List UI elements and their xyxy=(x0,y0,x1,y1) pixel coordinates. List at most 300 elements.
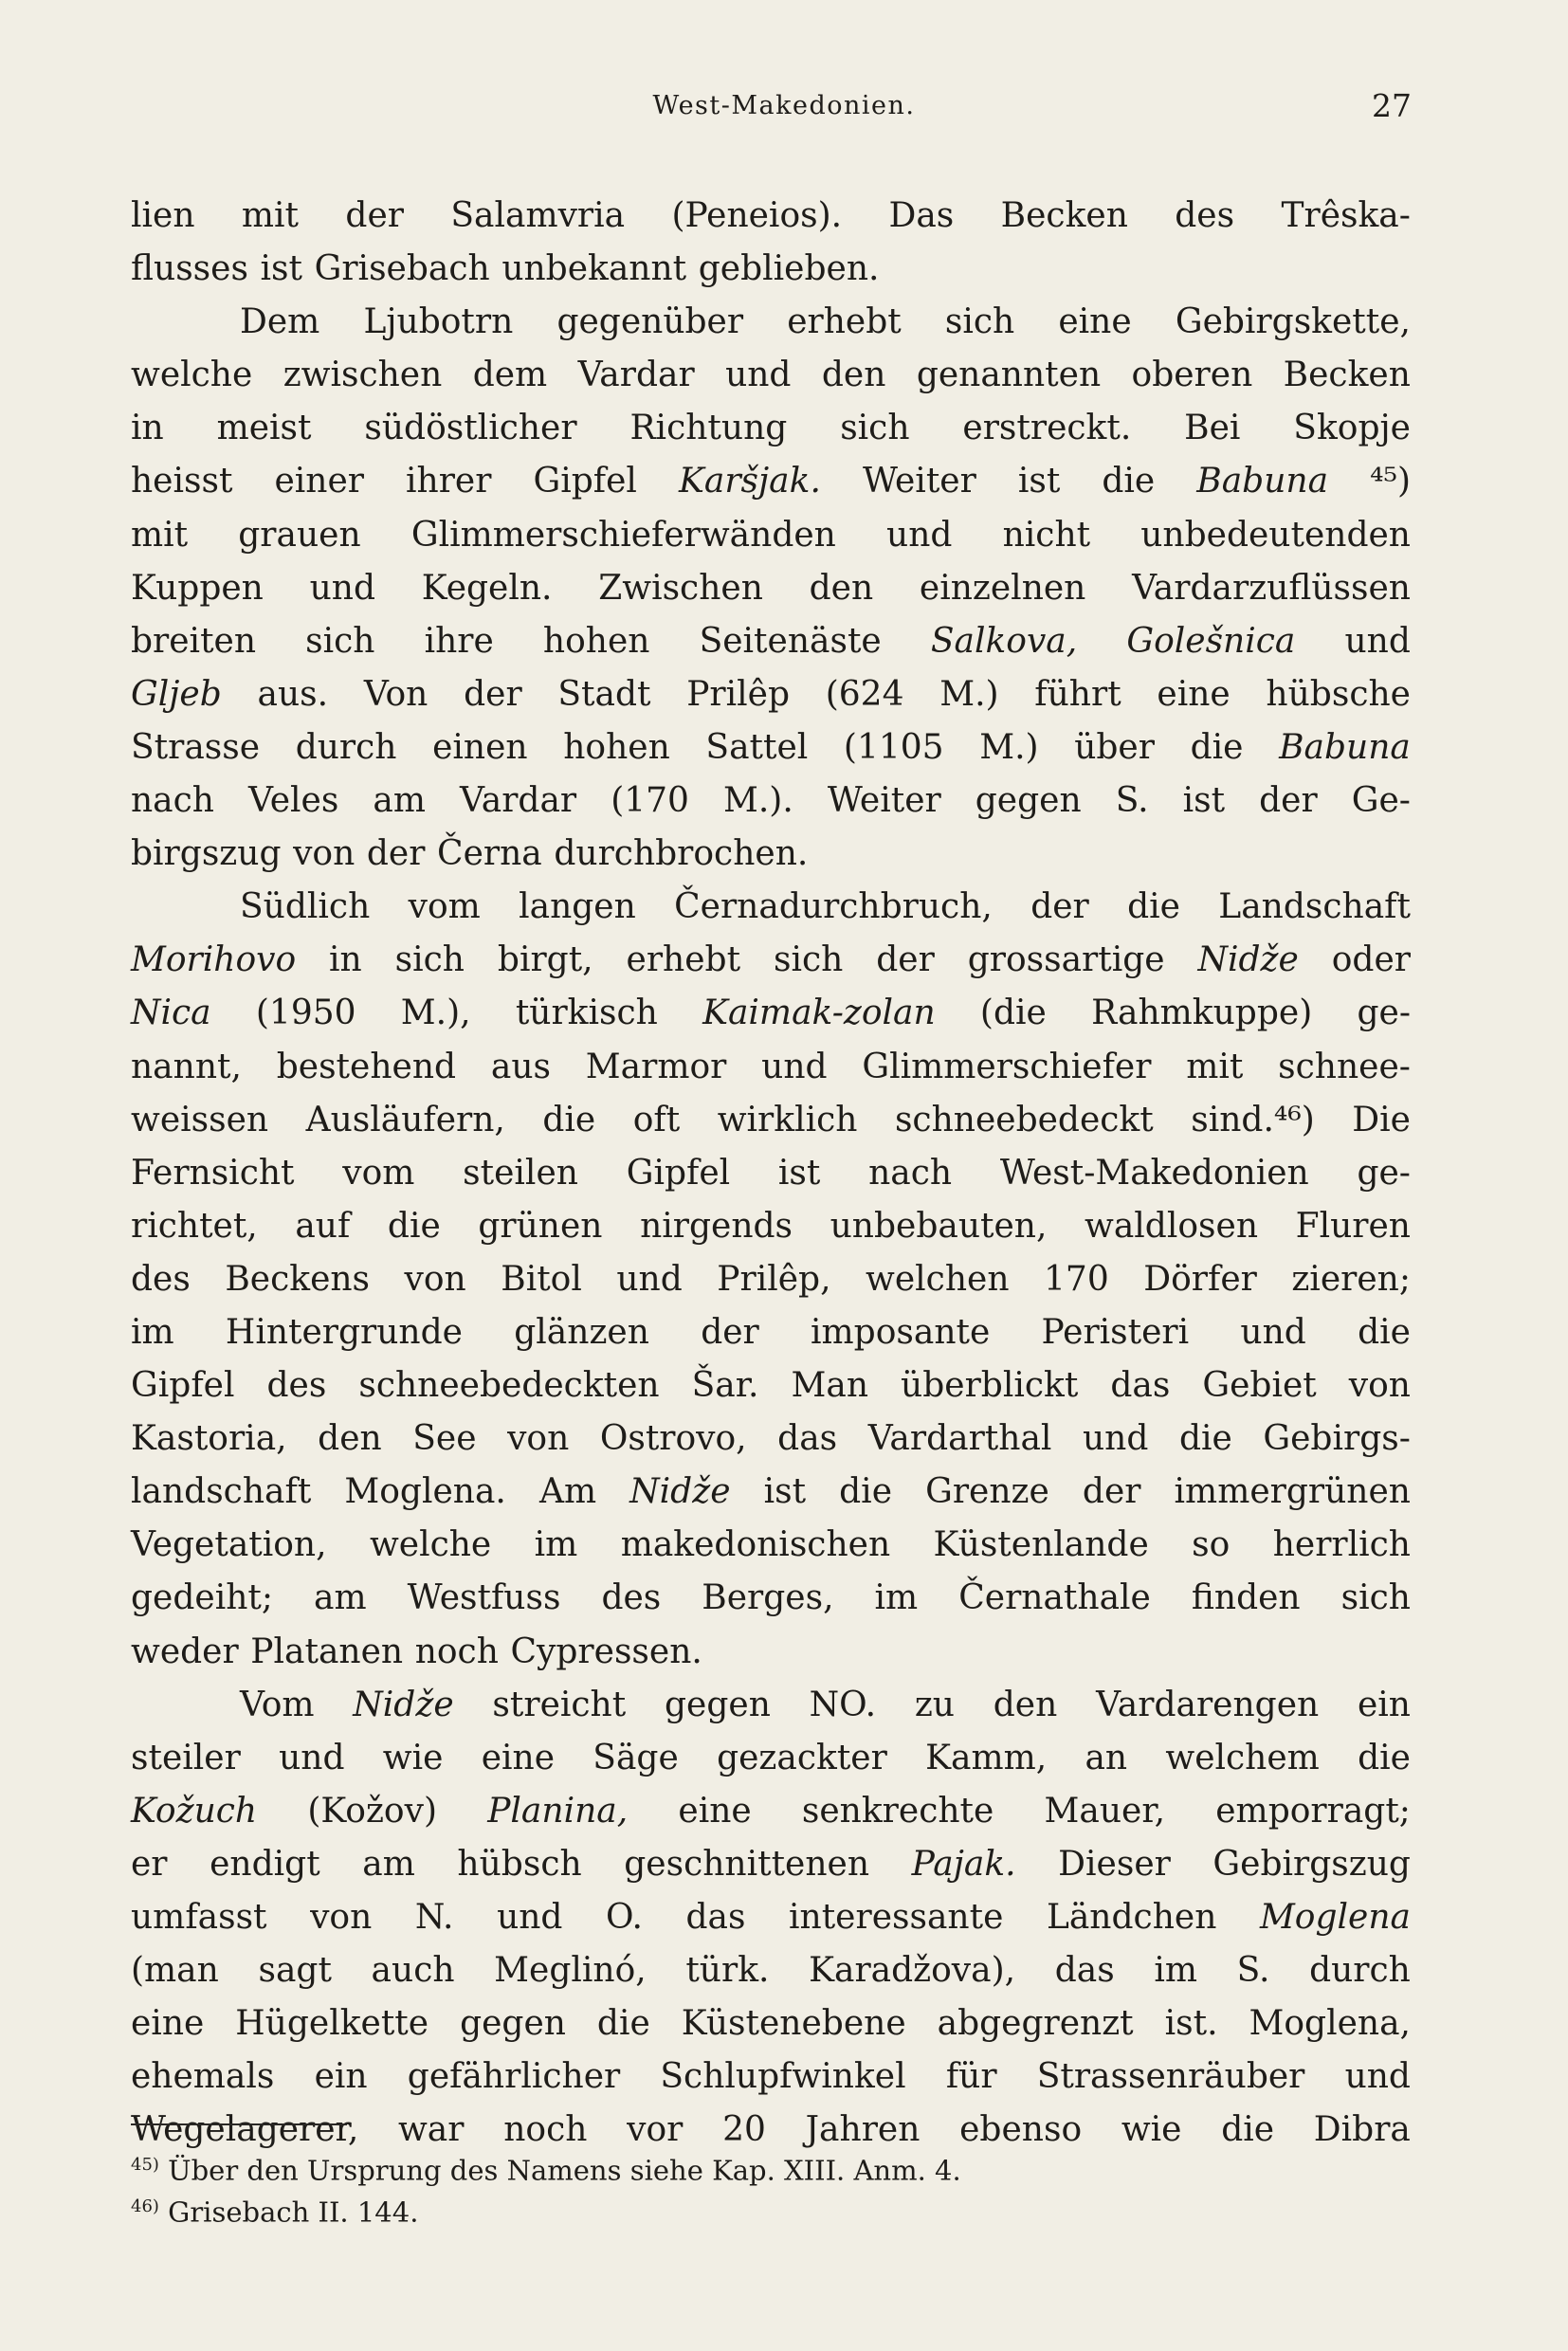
word: geschnittenen xyxy=(624,1844,870,1884)
word: er xyxy=(131,1844,168,1884)
text-line xyxy=(131,1094,1411,1147)
word: Nica xyxy=(131,993,211,1033)
word: das xyxy=(1054,1951,1115,1991)
word: Moglena. xyxy=(344,1472,506,1512)
footnote-text: Grisebach II. 144. xyxy=(168,2196,419,2229)
word: Salamvria xyxy=(450,196,626,235)
word: Marmor xyxy=(585,1047,727,1086)
word: wirklich xyxy=(717,1100,858,1139)
word: welche xyxy=(131,355,253,395)
word: grünen xyxy=(478,1206,603,1246)
word: hohen xyxy=(542,621,650,661)
word: mit xyxy=(1186,1047,1244,1086)
page-header xyxy=(0,83,1568,131)
word: schnee- xyxy=(1278,1047,1411,1086)
word: Glimmerschieferwänden xyxy=(410,515,836,555)
word: ehemals xyxy=(131,2057,275,2097)
word: weder xyxy=(131,1631,239,1671)
word: Glimmerschiefer xyxy=(862,1047,1152,1086)
word: Seitenäste xyxy=(699,621,882,661)
word: und xyxy=(309,568,376,608)
word: Jahren xyxy=(805,2110,921,2150)
text-line xyxy=(131,1891,1411,1944)
word: Gljeb xyxy=(131,674,222,714)
word: (1950 xyxy=(255,993,356,1033)
word: ist xyxy=(1017,462,1061,501)
word: nach xyxy=(131,781,214,821)
word: ge- xyxy=(1357,993,1411,1033)
word: Gipfel xyxy=(131,1366,235,1406)
word: 170 xyxy=(1044,1259,1109,1299)
word: wie xyxy=(1121,2110,1182,2150)
word: Dieser xyxy=(1058,1844,1171,1884)
word: des xyxy=(601,1578,662,1618)
word: Gipfel xyxy=(533,462,637,501)
word: ist. xyxy=(1164,2004,1218,2044)
text-line xyxy=(131,1306,1411,1359)
word: auch xyxy=(371,1951,455,1991)
word: einzelnen xyxy=(919,568,1086,608)
word: grossartige xyxy=(967,940,1165,980)
word: Golešnica xyxy=(1126,621,1296,661)
word: den xyxy=(993,1685,1058,1724)
text-line xyxy=(131,615,1411,668)
word: gedeiht; xyxy=(131,1578,273,1618)
footnote-text: Über den Ursprung des Namens siehe Kap. XIII. Anm. 4. xyxy=(168,2154,961,2187)
word: aus xyxy=(490,1047,551,1086)
word: (170 xyxy=(611,781,689,821)
word: Weiter xyxy=(862,462,976,501)
word: das xyxy=(777,1419,838,1459)
word: Von xyxy=(363,674,428,714)
word: langen xyxy=(519,887,636,927)
word: genannten xyxy=(916,355,1102,395)
word: M.) xyxy=(939,674,999,714)
text-line xyxy=(131,987,1411,1040)
word: das xyxy=(1110,1366,1171,1406)
word: in xyxy=(329,940,362,980)
word: sich xyxy=(840,409,910,448)
word: Nidže xyxy=(353,1685,454,1724)
word: sich xyxy=(773,940,844,980)
word: grauen xyxy=(238,515,361,555)
word: Beckens xyxy=(225,1259,371,1299)
word: von xyxy=(310,1898,373,1937)
word: O. xyxy=(606,1898,643,1937)
word: unbebauten, xyxy=(830,1206,1048,1246)
word: Kožuch xyxy=(131,1791,258,1831)
word: die xyxy=(1127,887,1180,927)
word: Vardarengen xyxy=(1096,1685,1320,1724)
word: Salkova, xyxy=(930,621,1078,661)
word: mit xyxy=(131,515,189,555)
word: Ostrovo, xyxy=(599,1419,747,1459)
word: türkisch xyxy=(515,993,658,1033)
word: der xyxy=(1259,781,1318,821)
word: Dibra xyxy=(1313,2110,1411,2150)
word: Westfuss xyxy=(407,1578,561,1618)
word: dem xyxy=(472,355,548,395)
word: die xyxy=(1190,727,1244,767)
text-line xyxy=(131,721,1411,775)
word: Wegelagerer, xyxy=(131,2110,359,2150)
word: erhebt xyxy=(626,940,741,980)
word: an xyxy=(1085,1738,1128,1777)
word: finden xyxy=(1191,1578,1301,1618)
word: (die xyxy=(979,993,1047,1033)
word: sagt xyxy=(258,1951,332,1991)
text-line xyxy=(131,2050,1411,2104)
word: Ausläufern, xyxy=(305,1100,505,1139)
word: Planina, xyxy=(487,1791,629,1831)
word: Ljubotrn xyxy=(363,302,514,342)
footnote-46 xyxy=(131,2186,1411,2228)
word: im xyxy=(131,1312,174,1352)
word: senkrechte xyxy=(801,1791,994,1831)
word: Karadžova), xyxy=(809,1951,1016,1991)
word: M.), xyxy=(400,993,471,1033)
footnotes xyxy=(131,2144,1411,2228)
word: birgt, xyxy=(497,940,593,980)
text-line xyxy=(131,1572,1411,1625)
word: durch xyxy=(1309,1951,1411,1991)
word: Zwischen xyxy=(598,568,763,608)
word: landschaft xyxy=(131,1472,312,1512)
footnote-mark: 46) xyxy=(131,2196,159,2216)
word: Nidže xyxy=(629,1472,731,1512)
word: auf xyxy=(295,1206,351,1246)
word: weissen xyxy=(131,1100,269,1139)
word: oft xyxy=(632,1100,681,1139)
word: Skopje xyxy=(1293,409,1411,448)
text-line xyxy=(131,1732,1411,1785)
text-line xyxy=(131,562,1411,615)
word: ist xyxy=(763,1472,807,1512)
word: und xyxy=(1240,1312,1306,1352)
word: Prilêp, xyxy=(717,1259,831,1299)
word: Babuna xyxy=(1279,727,1411,767)
text-line xyxy=(131,881,1411,934)
word: den xyxy=(318,1419,382,1459)
word: gezackter xyxy=(717,1738,887,1777)
word: überblickt xyxy=(901,1366,1079,1406)
text-line xyxy=(131,1626,1411,1679)
word: noch xyxy=(414,1631,499,1671)
text-line xyxy=(131,775,1411,828)
word: flusses xyxy=(131,249,248,289)
word: der xyxy=(701,1312,759,1352)
word: führt xyxy=(1034,674,1121,714)
word: und xyxy=(279,1738,345,1777)
word: Karšjak. xyxy=(678,462,821,501)
word: Meglinó, xyxy=(494,1951,647,1991)
word: waldlosen xyxy=(1085,1206,1259,1246)
footnote-rule xyxy=(131,2123,347,2125)
word: und xyxy=(1082,1419,1149,1459)
word: steiler xyxy=(131,1738,241,1777)
word: das xyxy=(685,1898,746,1937)
word: türk. xyxy=(685,1951,770,1991)
word: Mauer, xyxy=(1044,1791,1166,1831)
word: den xyxy=(821,355,886,395)
word: Grisebach xyxy=(314,249,490,289)
word: Weiter xyxy=(827,781,941,821)
word: die xyxy=(1358,1738,1411,1777)
word: im xyxy=(534,1525,578,1565)
word: (man xyxy=(131,1951,219,1991)
word: S. xyxy=(1115,781,1149,821)
word: Černadurchbruch, xyxy=(674,887,993,927)
word: endigt xyxy=(210,1844,320,1884)
word: Säge xyxy=(593,1738,679,1777)
word: und xyxy=(1344,621,1411,661)
word: Landschaft xyxy=(1218,887,1411,927)
word: ist xyxy=(260,249,302,289)
word: noch xyxy=(503,2110,588,2150)
text-line xyxy=(131,1200,1411,1253)
word: am xyxy=(362,1844,415,1884)
word: Küstenebene xyxy=(681,2004,906,2044)
word: sich xyxy=(1340,1578,1411,1618)
word: (624 xyxy=(825,674,904,714)
word: Südlich xyxy=(240,887,371,927)
word: Morihovo xyxy=(131,940,297,980)
body-text xyxy=(131,190,1411,2157)
word: Das xyxy=(888,196,955,235)
word: streicht xyxy=(492,1685,627,1724)
word: erstreckt. xyxy=(962,409,1132,448)
word: schneebedeckt xyxy=(894,1100,1154,1139)
word: birgszug xyxy=(131,834,282,874)
word: glänzen xyxy=(514,1312,649,1352)
word: umfasst xyxy=(131,1898,267,1937)
word: Babuna xyxy=(1196,462,1329,501)
footnote-45 xyxy=(131,2144,1411,2186)
word: Strassenräuber xyxy=(1036,2057,1305,2097)
word: (1105 xyxy=(843,727,944,767)
word: Gebirgs- xyxy=(1263,1419,1411,1459)
text-line xyxy=(131,934,1411,987)
word: Becken xyxy=(1000,196,1128,235)
word: Trêska- xyxy=(1281,196,1411,235)
word: Ge- xyxy=(1351,781,1411,821)
word: erhebt xyxy=(787,302,902,342)
word: von xyxy=(1348,1366,1411,1406)
word: M.) xyxy=(979,727,1039,767)
word: gegen xyxy=(975,781,1082,821)
word: welchem xyxy=(1165,1738,1320,1777)
word: nirgends xyxy=(640,1206,793,1246)
word: Vardarzuflüssen xyxy=(1132,568,1411,608)
word: des xyxy=(131,1259,191,1299)
word: von xyxy=(404,1259,466,1299)
word: Vegetation, xyxy=(131,1525,327,1565)
word: nicht xyxy=(1002,515,1091,555)
text-line xyxy=(131,402,1411,455)
word: Veles xyxy=(248,781,339,821)
word: für xyxy=(945,2057,997,2097)
word: Kamm, xyxy=(925,1738,1048,1777)
word: geblieben. xyxy=(698,249,880,289)
word: sich xyxy=(394,940,465,980)
word: sich xyxy=(305,621,375,661)
word: ⁴⁵) xyxy=(1370,462,1411,501)
word: der xyxy=(876,940,935,980)
word: Am xyxy=(538,1472,597,1512)
text-line xyxy=(131,1147,1411,1200)
word: Stadt xyxy=(557,674,651,714)
word: eine xyxy=(481,1738,556,1777)
word: vom xyxy=(342,1153,415,1193)
word: Pajak. xyxy=(911,1844,1016,1884)
text-line xyxy=(131,243,1411,296)
word: die xyxy=(542,1100,596,1139)
word: welche xyxy=(369,1525,492,1565)
word: abgegrenzt xyxy=(937,2004,1134,2044)
word: Berges, xyxy=(702,1578,834,1618)
word: von xyxy=(507,1419,570,1459)
word: gegen xyxy=(460,2004,566,2044)
word: lien xyxy=(131,196,195,235)
word: und xyxy=(1344,2057,1411,2097)
text-line xyxy=(131,1785,1411,1838)
word: Gebirgskette, xyxy=(1175,302,1411,342)
word: imposante xyxy=(811,1312,991,1352)
word: mit xyxy=(241,196,300,235)
word: Küstenlande xyxy=(933,1525,1149,1565)
text-line xyxy=(131,190,1411,243)
text-line xyxy=(131,1997,1411,2050)
word: sind.⁴⁶) xyxy=(1191,1100,1315,1139)
word: vor xyxy=(627,2110,684,2150)
word: NO. xyxy=(809,1685,877,1724)
text-line xyxy=(131,455,1411,508)
word: Bitol xyxy=(501,1259,582,1299)
word: zwischen xyxy=(283,355,443,395)
word: Kuppen xyxy=(131,568,264,608)
word: eine xyxy=(1058,302,1132,342)
word: Dem xyxy=(240,302,320,342)
word: und xyxy=(761,1047,828,1086)
word: oder xyxy=(1331,940,1411,980)
word: Prilêp xyxy=(686,674,791,714)
word: bestehend xyxy=(276,1047,457,1086)
text-line xyxy=(131,509,1411,562)
word: Sattel xyxy=(705,727,809,767)
word: ist xyxy=(777,1153,821,1193)
word: wie xyxy=(382,1738,444,1777)
word: Vardarthal xyxy=(867,1419,1052,1459)
word: im xyxy=(1154,1951,1197,1991)
word: Černa xyxy=(437,834,542,874)
word: Rahmkuppe) xyxy=(1091,993,1313,1033)
word: Vardar xyxy=(460,781,577,821)
word: immergrünen xyxy=(1174,1472,1411,1512)
word: (Kožov) xyxy=(307,1791,437,1831)
word: in xyxy=(131,409,164,448)
word: der xyxy=(464,674,522,714)
word: Fluren xyxy=(1295,1206,1411,1246)
word: Gipfel xyxy=(626,1153,731,1193)
word: vom xyxy=(408,887,481,927)
word: eine xyxy=(678,1791,752,1831)
word: des xyxy=(1175,196,1235,235)
running-title: West-Makedonien. xyxy=(652,91,916,120)
word: ihre xyxy=(424,621,494,661)
text-line xyxy=(131,1944,1411,1997)
word: ein xyxy=(1357,1685,1411,1724)
word: Dörfer xyxy=(1143,1259,1257,1299)
word: Bei xyxy=(1184,409,1241,448)
word: einer xyxy=(274,462,364,501)
footnote-mark: 45) xyxy=(131,2155,159,2175)
word: und xyxy=(886,515,953,555)
word: richtet, xyxy=(131,1206,258,1246)
text-line xyxy=(131,1359,1411,1412)
word: durchbrochen. xyxy=(554,834,809,874)
word: des xyxy=(266,1366,327,1406)
word: ist xyxy=(1182,781,1226,821)
word: welchen xyxy=(866,1259,1010,1299)
word: N. xyxy=(414,1898,454,1937)
text-line xyxy=(131,1253,1411,1306)
word: die xyxy=(1178,1419,1232,1459)
text-line xyxy=(131,296,1411,349)
word: gegenüber xyxy=(556,302,744,342)
word: Becken xyxy=(1283,355,1411,395)
word: der xyxy=(1030,887,1089,927)
word: Die xyxy=(1352,1100,1411,1139)
word: Strasse xyxy=(131,727,261,767)
word: emporragt; xyxy=(1215,1791,1411,1831)
word: unbekannt xyxy=(501,249,687,289)
word: und xyxy=(725,355,792,395)
word: ebenso xyxy=(959,2110,1083,2150)
word: die xyxy=(1221,2110,1275,2150)
word: Grenze xyxy=(925,1472,1049,1512)
word: aus. xyxy=(257,674,329,714)
word: Ländchen xyxy=(1046,1898,1217,1937)
word: die xyxy=(1102,462,1156,501)
word: heisst xyxy=(131,462,233,501)
word: steilen xyxy=(463,1153,578,1193)
word: und xyxy=(616,1259,683,1299)
word: von xyxy=(293,834,356,874)
word: war xyxy=(397,2110,465,2150)
text-line xyxy=(131,1466,1411,1519)
word: die xyxy=(839,1472,893,1512)
word: Gebirgszug xyxy=(1212,1844,1411,1884)
word: Schlupfwinkel xyxy=(660,2057,906,2097)
word: einen xyxy=(432,727,528,767)
word: den xyxy=(809,568,874,608)
word: hohen xyxy=(563,727,670,767)
word: am xyxy=(373,781,426,821)
word: gefährlicher xyxy=(407,2057,621,2097)
word: breiten xyxy=(131,621,257,661)
word: Peristeri xyxy=(1041,1312,1190,1352)
word: hübsch xyxy=(457,1844,582,1884)
word: Hügelkette xyxy=(235,2004,429,2044)
text-line xyxy=(131,349,1411,402)
word: Černathale xyxy=(958,1578,1151,1618)
word: nach xyxy=(868,1153,953,1193)
word: 20 xyxy=(722,2110,766,2150)
word: ein xyxy=(314,2057,368,2097)
word: zu xyxy=(914,1685,955,1724)
word: Richtung xyxy=(629,409,788,448)
word: der xyxy=(345,196,404,235)
